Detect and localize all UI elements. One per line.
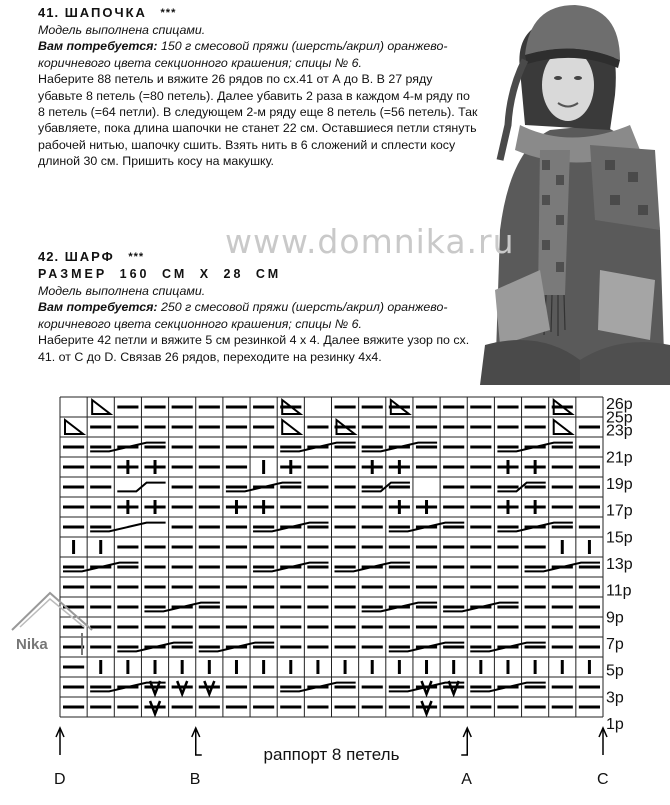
pattern-42-body: Наберите 42 петли и вяжите 5 см резинкой 4 х 4. Далее вяжите узор по сх. 41. от С до D. Связав 26 рядов, переходите на резинку 4х4.: [38, 333, 470, 364]
pattern-42-number: 42.: [38, 249, 60, 264]
decrease-symbol: [554, 420, 572, 434]
pattern-42-title: ШАРФ: [64, 249, 115, 264]
marker-label: A: [461, 771, 472, 788]
marker-label: B: [189, 771, 201, 788]
rapport-label: раппорт 8 петель: [263, 745, 400, 764]
row-label: 9р: [606, 609, 624, 627]
row-label: 23р: [606, 422, 633, 440]
row-label: 7р: [606, 636, 624, 653]
pattern-41-need-label: Вам потребуется:: [38, 39, 158, 54]
chart-grid: [60, 397, 603, 717]
marker-label: C: [597, 771, 609, 788]
pattern-41-title: ШАПОЧКА: [64, 5, 147, 20]
pattern-41-body: Наберите 88 петель и вяжите 26 рядов по сх.41 от А до В. В 27 ряду убавьте 8 петель (=80 петель). Далее убавить 2 раза в каждом 4-м ряду по 8 петель (=64 петли). В следующем 2-м ряду еще 8 петель (=56 петель). Так убавляете, пока длина шапочки не станет 22 см. Оставшиеся петли стянуть рабочей нитью, шапочку сшить. Взять нить в 6 сложений и сплести косу длиной 30 см. Пришить косу на макушку.: [38, 72, 478, 169]
decrease-symbol: [92, 400, 110, 414]
row-label: 19р: [606, 476, 633, 493]
row-label: 13р: [606, 556, 633, 573]
row-label: 17р: [606, 502, 633, 520]
pattern-42: [38, 248, 478, 365]
pattern-41-stars: ***: [160, 7, 177, 19]
pattern-41-model: Модель выполнена спицами.: [38, 23, 206, 37]
pattern-42-need-label: Вам потребуется:: [38, 300, 158, 315]
nika-logo-text: Nika: [16, 636, 48, 653]
row-label: 3р: [606, 689, 624, 707]
row-label: 15р: [606, 529, 633, 547]
row-label: 25р: [606, 409, 633, 427]
watermark: www.domnika.ru: [225, 222, 515, 261]
row-label: 21р: [606, 449, 633, 467]
pattern-42-size: РАЗМЕР 160 СМ Х 28 СМ: [38, 267, 282, 281]
rapport-bracket-left: [196, 748, 202, 755]
knitting-chart: [0, 385, 670, 805]
row-label: 1р: [606, 716, 624, 733]
chart-row-labels: [606, 396, 633, 733]
nika-logo: [10, 585, 95, 660]
rapport-bracket-right: [461, 748, 467, 755]
row-label: 26р: [606, 396, 633, 413]
row-label: 11р: [606, 582, 632, 600]
pattern-42-stars: ***: [128, 251, 145, 263]
decrease-symbol: [65, 420, 83, 434]
marker-label: D: [54, 771, 66, 788]
pattern-41: [38, 4, 478, 170]
decrease-symbol: [282, 420, 300, 434]
row-label: 5р: [606, 662, 624, 680]
pattern-41-heading: [38, 4, 478, 22]
pattern-41-number: 41.: [38, 5, 60, 20]
model-photo: [480, 0, 670, 385]
pattern-42-model: Модель выполнена спицами.: [38, 284, 206, 298]
chart-bottom-markers: [54, 728, 609, 788]
pattern-41-need-text: 150 г смесовой пряжи (шерсть/акрил) оранжево-коричневого цвета секционного крашения; спицы № 6.: [38, 39, 448, 70]
pattern-42-need-text: 250 г смесовой пряжи (шерсть/акрил) оранжево-коричневого цвета секционного крашения; спицы № 6.: [38, 300, 448, 331]
